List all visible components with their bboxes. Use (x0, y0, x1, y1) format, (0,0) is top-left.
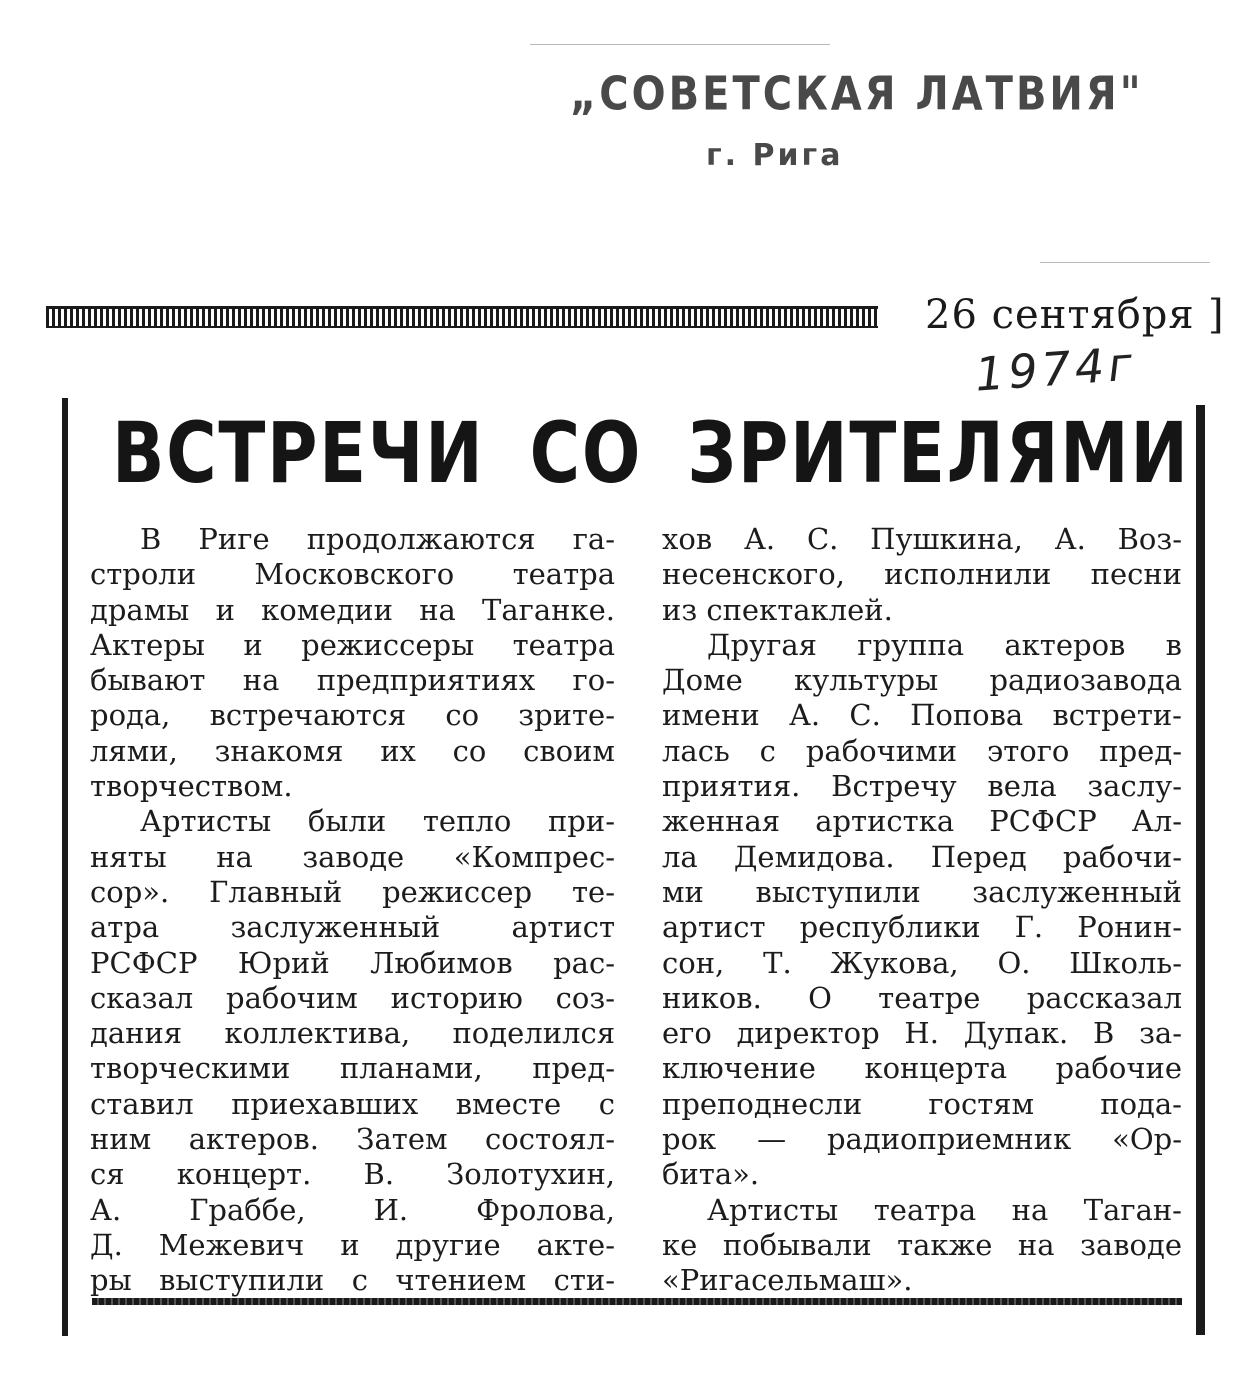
text-line: бывают на предприятиях го- (90, 663, 615, 698)
scan-artifact-line (1040, 262, 1210, 263)
right-border-rule (1196, 405, 1205, 1335)
text-line: ним актеров. Затем состоял- (90, 1122, 615, 1157)
text-line: РСФСР Юрий Любимов рас- (90, 945, 615, 980)
left-border-rule (62, 398, 68, 1336)
text-line: атра заслуженный артист (90, 910, 615, 945)
text-line: приятия. Встречу вела заслу- (662, 769, 1182, 804)
text-line: ставил приехавших вместе с (90, 1086, 615, 1121)
text-line: творческими планами, пред- (90, 1051, 615, 1086)
publication-date: 26 сентября (925, 292, 1195, 338)
text-line: Артисты театра на Таган- (707, 1192, 1182, 1227)
text-line: ке побывали также на заводе (662, 1227, 1182, 1262)
text-line: ла Демидова. Перед рабочи- (662, 839, 1182, 874)
text-line: драмы и комедии на Таганке. (90, 592, 615, 627)
text-line: ми выступили заслуженный (662, 874, 1182, 909)
newspaper-stamp: „СОВЕТСКАЯ ЛАТВИЯ" (570, 68, 1144, 121)
text-line: Актеры и режиссеры театра (90, 627, 615, 662)
text-line: рода, встречаются со зрите- (90, 698, 615, 733)
text-line: ключение концерта рабочие (662, 1051, 1182, 1086)
text-line: «Ригасельмаш». (662, 1263, 913, 1298)
scan-artifact-line (530, 44, 830, 45)
handwritten-year: 1974г (973, 336, 1138, 402)
text-line: лась с рабочими этого пред- (662, 733, 1182, 768)
text-line: имени А. С. Попова встрети- (662, 698, 1182, 733)
text-line: Другая группа актеров в (707, 627, 1182, 662)
text-line: Артисты были тепло при- (140, 804, 615, 839)
text-line: бита». (662, 1157, 760, 1192)
text-line: Д. Межевич и другие акте- (90, 1227, 615, 1262)
text-line: ников. О театре рассказал (662, 980, 1182, 1015)
text-line: рок — радиоприемник «Ор- (662, 1122, 1182, 1157)
text-line: творчеством. (90, 769, 293, 804)
text-line: сор». Главный режиссер те- (90, 874, 615, 909)
article-headline: ВСТРЕЧИ СО ЗРИТЕЛЯМИ (112, 404, 1190, 502)
city-stamp: г. Рига (706, 138, 844, 173)
text-line: няты на заводе «Компрес- (90, 839, 615, 874)
text-line: Доме культуры радиозавода (662, 663, 1182, 698)
text-line: дания коллектива, поделился (90, 1016, 615, 1051)
header-decorative-rule (46, 306, 878, 328)
text-line: А. Граббе, И. Фролова, (90, 1192, 615, 1227)
text-line: несенского, исполнили песни (662, 557, 1182, 592)
text-line: хов А. С. Пушкина, А. Воз- (662, 522, 1182, 556)
article-left-column (90, 522, 615, 1299)
text-line: сон, Т. Жукова, О. Школь- (662, 945, 1182, 980)
text-line: преподнесли гостям пода- (662, 1086, 1182, 1121)
text-line: В Риге продолжаются га- (140, 522, 615, 556)
text-line: строли Московского театра (90, 557, 615, 592)
text-line: его директор Н. Дупак. В за- (662, 1016, 1182, 1051)
text-line: артист республики Г. Ронин- (662, 910, 1182, 945)
text-line: лями, знакомя их со своим (90, 733, 615, 768)
text-line: женная артистка РСФСР Ал- (662, 804, 1182, 839)
bottom-decorative-rule (92, 1298, 1182, 1305)
date-bracket: ] (1208, 292, 1224, 338)
text-line: сказал рабочим историю соз- (90, 980, 615, 1015)
article-right-column (662, 522, 1182, 1299)
text-line: ся концерт. В. Золотухин, (90, 1157, 615, 1192)
text-line: ры выступили с чтением сти- (90, 1263, 615, 1298)
text-line: из спектаклей. (662, 592, 893, 627)
